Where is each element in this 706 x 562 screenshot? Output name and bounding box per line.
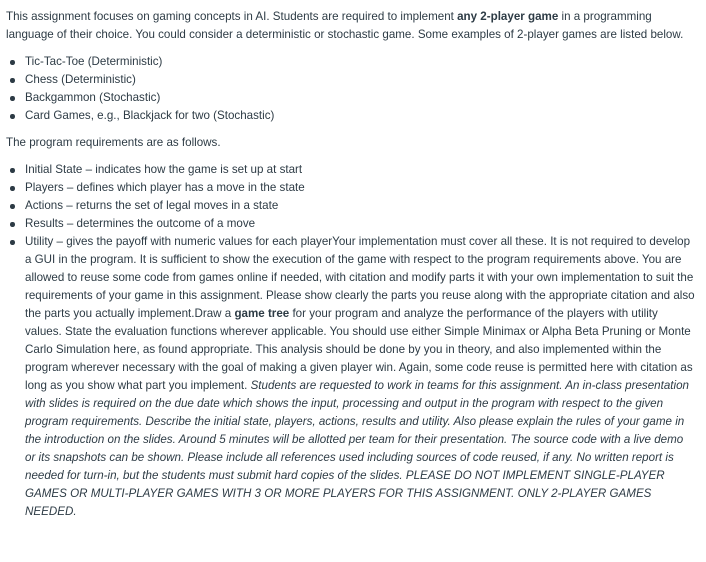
- requirements-list: [6, 161, 696, 521]
- requirement-initial-state: Initial State – indicates how the game is set up at start: [25, 161, 696, 179]
- requirements-heading: The program requirements are as follows.: [6, 136, 221, 149]
- example-item-chess: Chess (Deterministic): [25, 71, 696, 89]
- intro-text-end: in a programming language of their choice. You could consider a deterministic or stochastic game. Some examples of 2-player games are listed below.: [6, 10, 684, 41]
- intro-paragraph: [6, 8, 696, 44]
- requirement-players: Players – defines which player has a move in the state: [25, 179, 696, 197]
- examples-list: [6, 53, 696, 125]
- example-item-backgammon: Backgammon (Stochastic): [25, 89, 696, 107]
- example-item-card-games: Card Games, e.g., Blackjack for two (Stochastic): [25, 107, 696, 125]
- example-item-tic-tac-toe: Tic-Tac-Toe (Deterministic): [25, 53, 696, 71]
- requirement-results: Results – determines the outcome of a move: [25, 215, 696, 233]
- utility-emphasis: game tree: [234, 307, 290, 320]
- utility-italic-text: Students are requested to work in teams for this assignment. An in-class presentation with slides is required on the due date which shows the input, processing and output in the program with respect to the given program requirements. Describe the initial state, players, actions, results and utility. Also please explain the rules of your game in the introduction on the slides. Around 5 minutes will be allotted per team for their presentation. The source code with a live demo or its snapshots can be shown. Please include all references used including sources of code reused, if any. No written report is needed for turn-in, but the students must submit hard copies of the slides. PLEASE DO NOT IMPLEMENT SINGLE-PLAYER GAMES OR MULTI-PLAYER GAMES WITH 3 OR MORE PLAYERS FOR THIS ASSIGNMENT. ONLY 2-PLAYER GAMES NEEDED.: [25, 379, 689, 518]
- requirement-actions: Actions – returns the set of legal moves in a state: [25, 197, 696, 215]
- requirement-utility: [25, 233, 696, 521]
- intro-emphasis: any 2-player game: [457, 10, 559, 23]
- utility-text-start: Utility – gives the payoff with numeric values for each playerYour implementation must cover all these. It is not required to develop a GUI in the program. It is sufficient to show the execution of the game with respect to the program requirements above. You are allowed to reuse some code from games online if needed, with citation and modify parts it with your own implementation to suit the requirements of your game in this assignment. Please show clearly the parts you reuse along with the appropriate citation and also the parts you actually implement.Draw a: [25, 235, 695, 320]
- intro-text-start: This assignment focuses on gaming concepts in AI. Students are required to implement: [6, 10, 458, 23]
- utility-text-middle: for your program and analyze the performance of the players with utility values. State the evaluation functions wherever applicable. You should use either Simple Minimax or Alpha Beta Pruning or Monte Carlo Simulation here, as found appropriate. This analysis should be done by you in theory, and also implemented within the program wherever necessary with the goal of making a given player win. Again, some code reuse is permitted here with citation as long as you show what part you implement.: [25, 307, 693, 392]
